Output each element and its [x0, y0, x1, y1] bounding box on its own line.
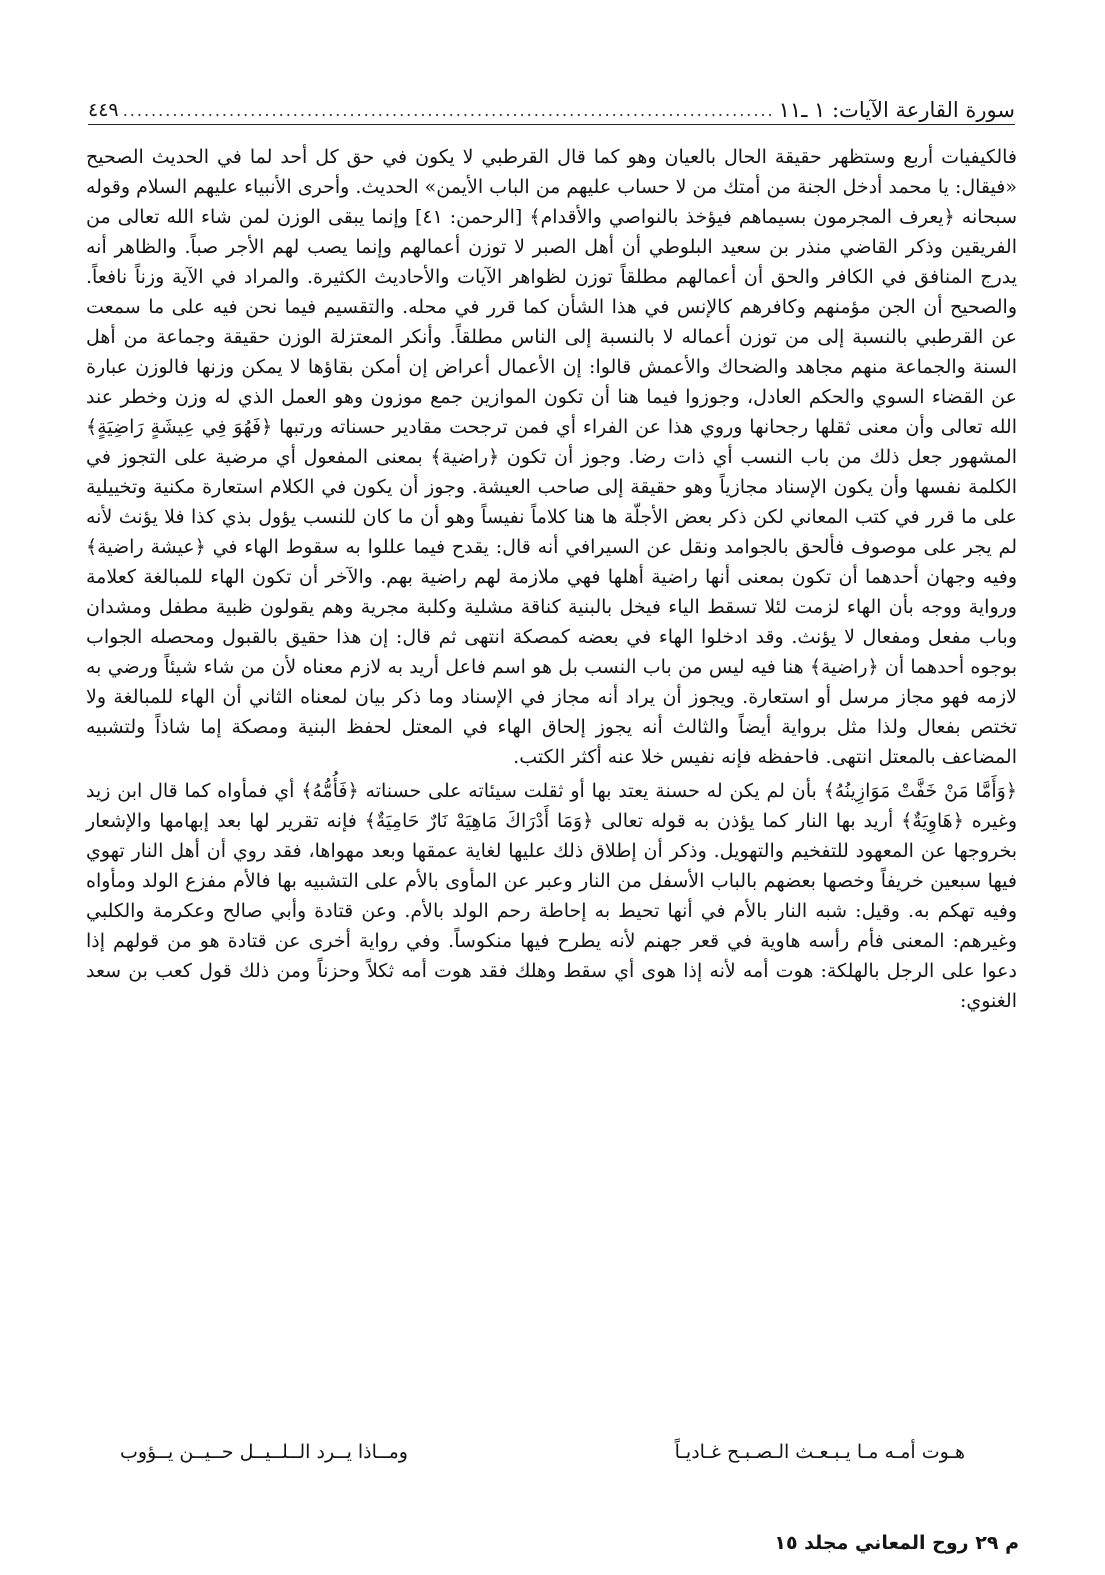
- paragraph: فالكيفيات أربع وستظهر حقيقة الحال بالعيان وهو كما قال القرطبي لا يكون في حق كل أحد لما في الحديث الصحيح «فيقال: يا محمد أدخل الجنة من أمتك من لا حساب عليهم من الباب الأيمن» الحديث. وأحرى الأنبياء عليهم السلام وقوله سبحانه ﴿يعرف المجرمون بسيماهم فيؤخذ بالنواصي والأقدام﴾ [الرحمن: ٤١] وإنما يبقى الوزن لمن شاء الله تعالى من الفريقين وذكر القاضي منذر بن سعيد البلوطي أن أهل الصبر لا توزن أعمالهم وإنما يصب لهم الأجر صباً. والظاهر أنه يدرج المنافق في الكافر والحق أن أعمالهم مطلقاً توزن لظواهر الآيات والأحاديث الكثيرة. والمراد في الآية وزناً نافعاً. والصحيح أن الجن مؤمنهم وكافرهم كالإنس في هذا الشأن كما قرر في محله. والتقسيم فيما نحن فيه على ما سمعت عن القرطبي بالنسبة إلى من توزن أعماله لا بالنسبة إلى الناس مطلقاً. وأنكر المعتزلة الوزن حقيقة وجماعة من أهل السنة والجماعة منهم مجاهد والضحاك والأعمش قالوا: إن الأعمال أعراض إن أمكن بقاؤها لا يمكن وزنها فالوزن عبارة عن القضاء السوي والحكم العادل، وجوزوا فيما هنا أن تكون الموازين جمع موزون وهو العمل الذي له وزن وخطر عند الله تعالى وأن معنى ثقلها رجحانها وروي هذا عن الفراء أي فمن ترجحت مقادير حسناته ورتبها ﴿فَهُوَ فِي عِيشَةٍ رَاضِيَةٍ﴾ المشهور جعل ذلك من باب النسب أي ذات رضا. وجوز أن تكون ﴿راضية﴾ بمعنى المفعول أي مرضية على التجوز في الكلمة نفسها وأن يكون الإسناد مجازياً وهو حقيقة إلى صاحب العيشة. وجوز أن يكون في الكلام استعارة مكنية وتخييلية على ما قرر في كتب المعاني لكن ذكر بعض الأجلّة ها هنا كلاماً نفيساً وهو أن ما كان للنسب يؤول بذي كذا فلا يؤنث لأنه لم يجر على موصوف فألحق بالجوامد ونقل عن السيرافي أنه قال: يقدح فيما عللوا به سقوط الهاء في ﴿عيشة راضية﴾ وفيه وجهان أحدهما أن تكون بمعنى أنها راضية أهلها فهي ملازمة لهم راضية بهم. والآخر أن تكون الهاء للمبالغة كعلامة ورواية ووجه بأن الهاء لزمت لئلا تسقط الياء فيخل بالبنية كناقة مشلية وكلبة مجرية وهم يقولون ظبية مطفل ومشدان وباب مفعل ومفعال لا يؤنث. وقد ادخلوا الهاء في بعضه كمصكة انتهى ثم قال: إن هذا حقيق بالقبول ومحصله الجواب بوجوه أحدهما أن ﴿راضية﴾ هنا فيه ليس من باب النسب بل هو اسم فاعل أريد به لازم معناه لأن من شاء شيئاً ورضي به لازمه فهو مجاز مرسل أو استعارة. ويجوز أن يراد أنه مجاز في الإسناد وما ذكر بيان لمعناه الثاني أن الهاء للمبالغة ولا تختص بفعال ولذا مثل برواية أيضاً والثالث أنه يجوز إلحاق الهاء في المعتل لحفظ البنية ومصكة إما شاذاً ولتشبيه المضاعف بالمعتل انتهى. فاحفظه فإنه نفيس خلا عنه أكثر الكتب.: [86, 146, 1017, 768]
- page-number: ٤٤٩: [88, 99, 119, 121]
- poetry-verse: [120, 1432, 965, 1472]
- verse-first-hemistich: هـوت أمـه مـا يـبـعـث الـصـبـح غـاديـاً: [674, 1441, 965, 1463]
- running-title: سورة القارعة الآيات: ١ ـ١١: [778, 98, 1015, 122]
- verse-second-hemistich: ومــاذا يــرد الــلــيــل حــيــن يــؤوب: [120, 1441, 408, 1463]
- leader-dots: [121, 98, 775, 124]
- page-header: [88, 88, 1015, 125]
- body-text: [86, 142, 1017, 1016]
- paragraph: ﴿وَأَمَّا مَنْ خَفَّتْ مَوَازِينُهُ﴾ بأن لم يكن له حسنة يعتد بها أو ثقلت سيئاته على حسناته ﴿فَأُمُّهُ﴾ أي فمأواه كما قال ابن زيد وغيره ﴿هَاوِيَةٌ﴾ أريد بها النار كما يؤذن به قوله تعالى ﴿وَمَا أَدْرَاكَ مَاهِيَهْ نَارٌ حَامِيَةٌ﴾ فإنه تقرير لها بعد إبهامها والإشعار بخروجها عن المعهود للتفخيم والتهويل. وذكر أن إطلاق ذلك عليها لغاية عمقها وبعد مهواها، فقد روي أن أهل النار تهوي فيها سبعين خريفاً وخصها بعضهم بالباب الأسفل من النار وعبر عن المأوى بالأم على التشبيه بها فالأم مفزع الولد ومأواه وفيه تهكم به. وقيل: شبه النار بالأم في أنها تحيط به إحاطة رحم الولد بالأم. وعن قتادة وأبي صالح وعكرمة والكلبي وغيرهم: المعنى فأم رأسه هاوية في قعر جهنم لأنه يطرح فيها منكوساً. وفي رواية أخرى عن قتادة هو من قولهم إذا دعوا على الرجل بالهلكة: هوت أمه لأنه إذا هوى أي سقط وهلك فقد هوت أمه ثكلاً وحزناً ومن ذلك قول كعب بن سعد الغنوي:: [86, 780, 1017, 1012]
- signature-line: م ٢٩ روح المعاني مجلد ١٥: [774, 1532, 1019, 1554]
